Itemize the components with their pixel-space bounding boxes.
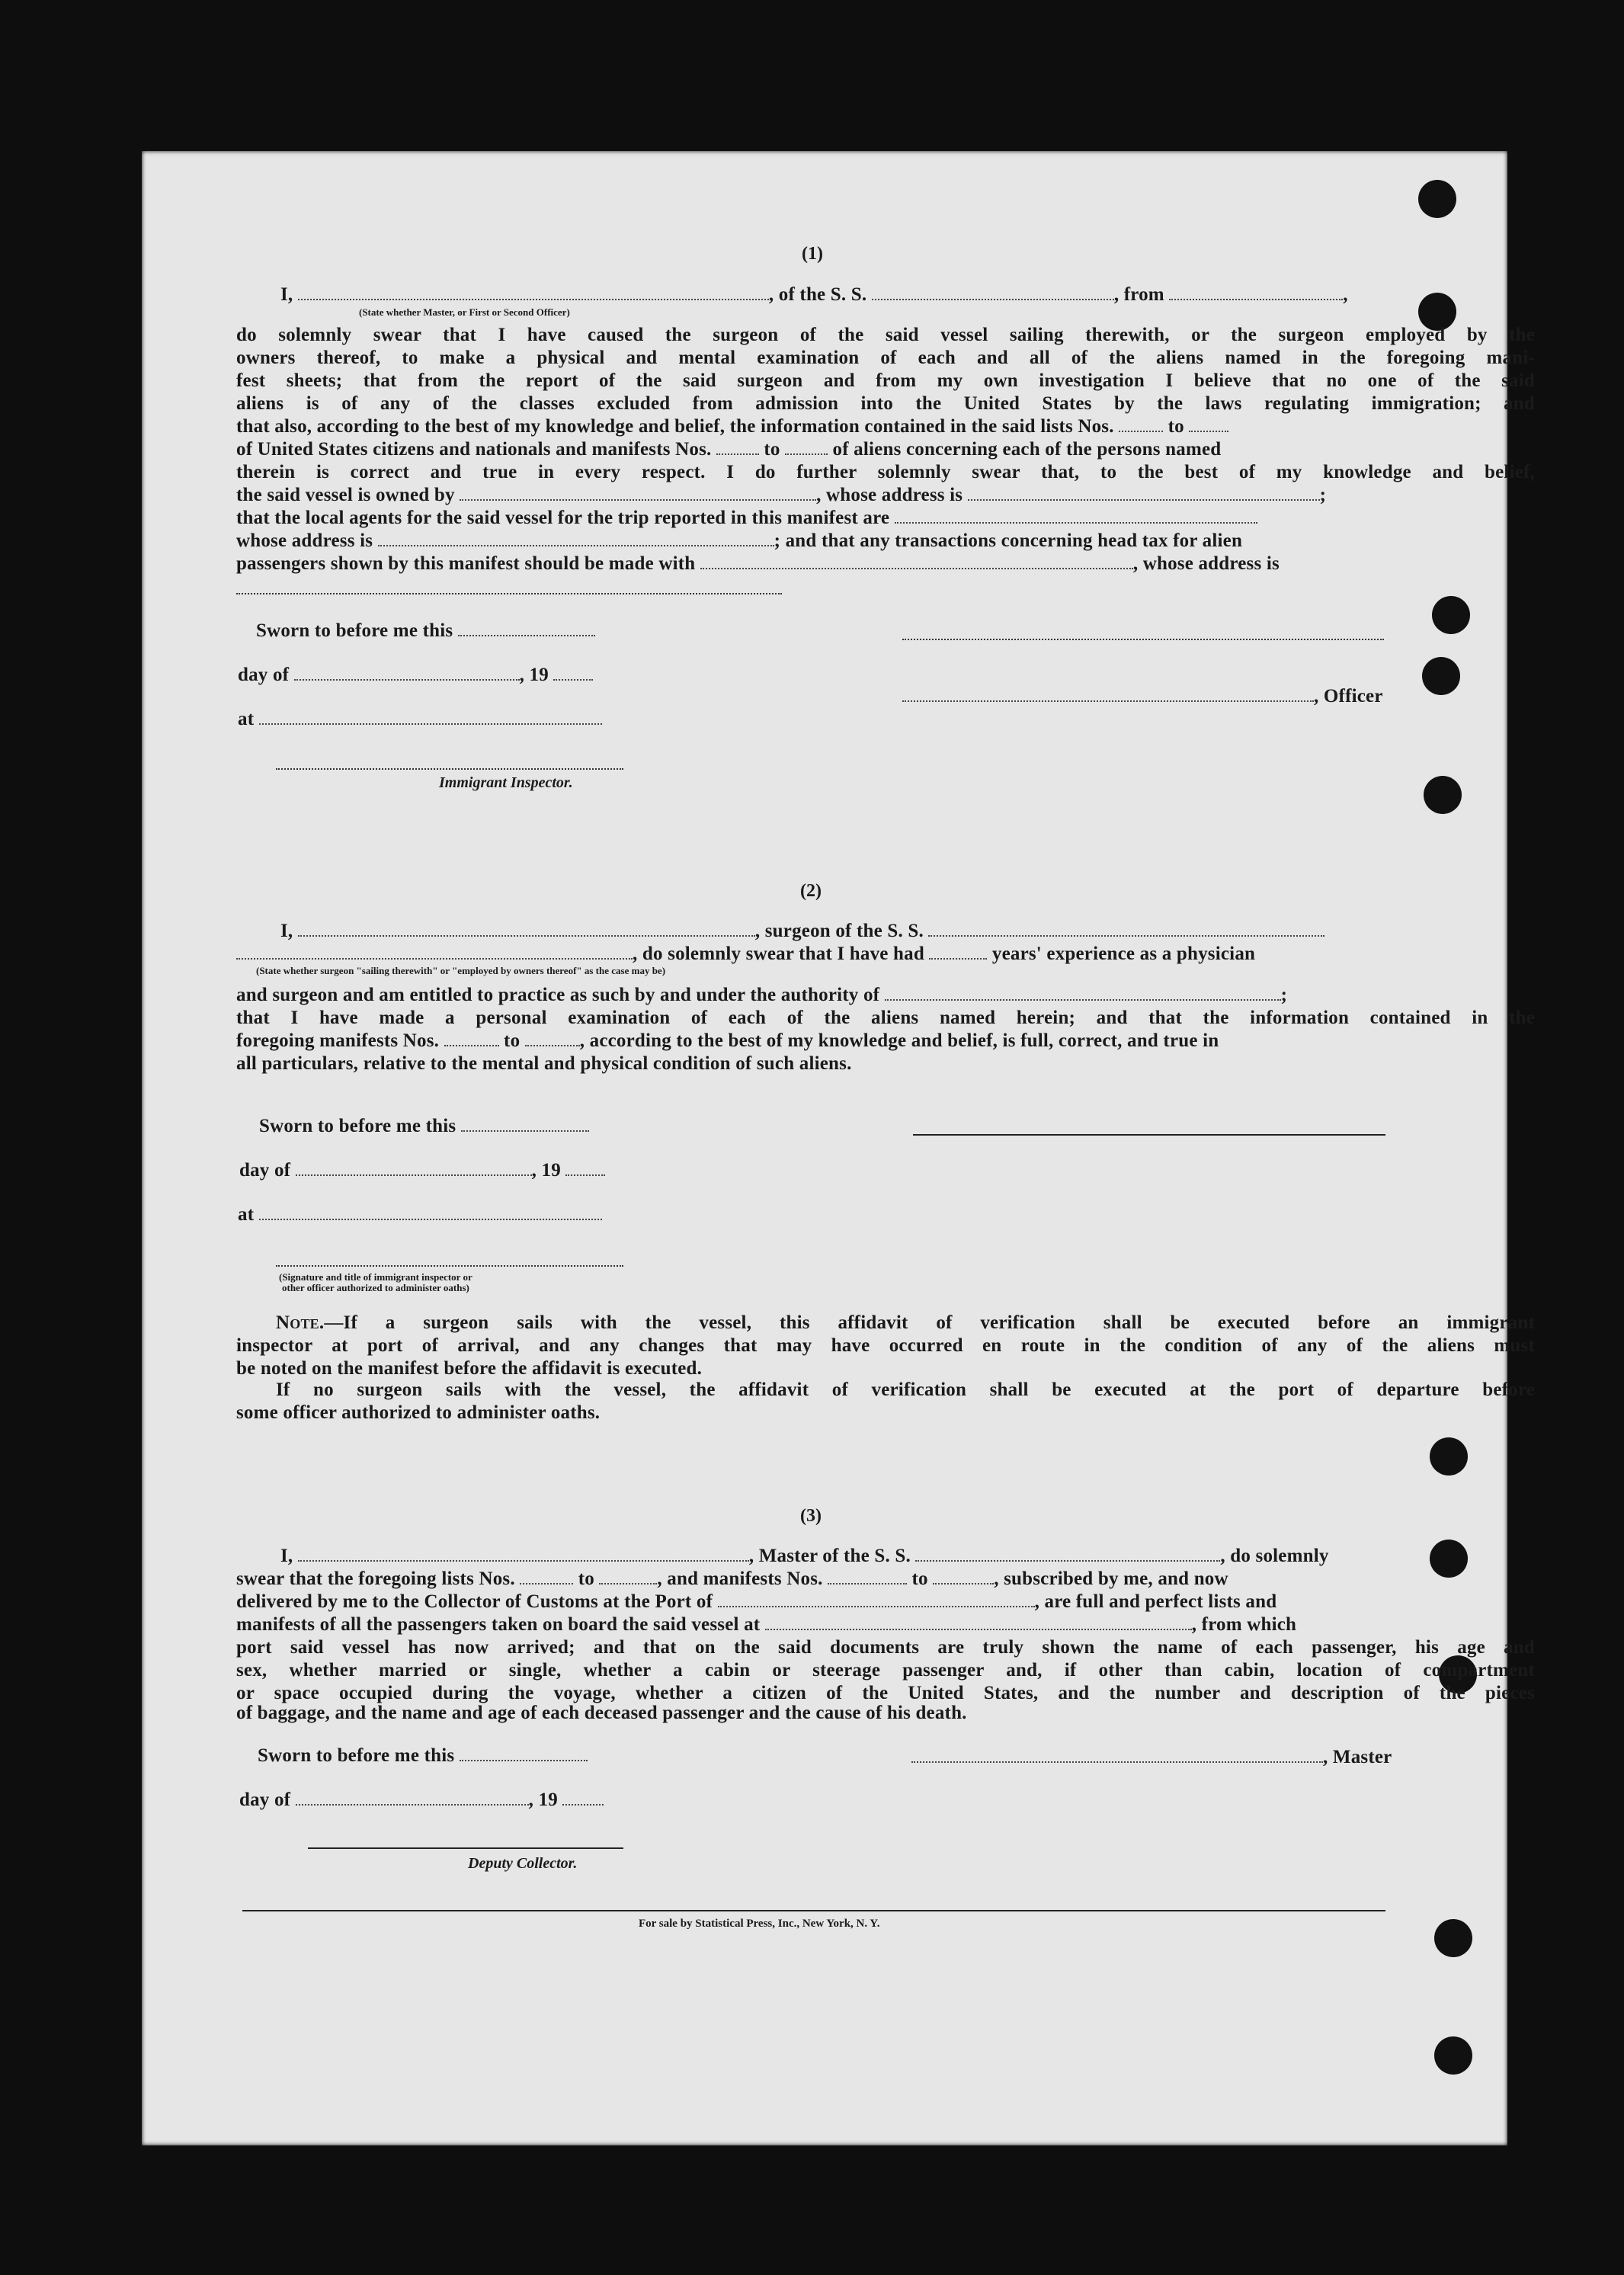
- year-field[interactable]: [553, 665, 593, 681]
- at-label: at: [238, 709, 602, 730]
- collector-title: Deputy Collector.: [468, 1855, 578, 1872]
- oath-text-line: all particulars, relative to the mental and physical condition of such aliens.: [236, 1053, 852, 1074]
- oath-text-line: the said vessel is owned by , whose address is ;: [236, 485, 1327, 505]
- oath-text-line: therein is correct and true in every respect. I do further solemnly swear that, to the best of my knowledge and belief,: [236, 462, 1535, 482]
- year-field[interactable]: [562, 1790, 604, 1806]
- oath-text-line: owners thereof, to make a physical and mental examination of each and all of the aliens named in the foregoing mani-: [236, 348, 1535, 368]
- official-signature-line[interactable]: [276, 1265, 623, 1267]
- day-of-label: day of , 19: [239, 1790, 604, 1811]
- month-field[interactable]: [296, 1790, 529, 1806]
- collector-signature-line[interactable]: [308, 1847, 623, 1849]
- years-experience-field[interactable]: [929, 944, 987, 960]
- inspector-signature-line[interactable]: [276, 768, 623, 770]
- officer-title-field[interactable]: [298, 285, 769, 300]
- field-caption: (State whether Master, or First or Second Officer): [359, 306, 570, 318]
- signature-line[interactable]: [913, 1134, 1385, 1136]
- punch-hole: [1434, 2036, 1472, 2075]
- manifest-from-field[interactable]: [828, 1569, 907, 1584]
- manifest-to-field[interactable]: [785, 440, 828, 455]
- place-field[interactable]: [259, 1205, 602, 1220]
- oath-text-line: manifests of all the passengers taken on board the said vessel at , from which: [236, 1614, 1297, 1635]
- note-line: inspector at port of arrival, and any changes that may have occurred en route in the condition of any of the aliens must: [236, 1335, 1535, 1356]
- manifest-from-field[interactable]: [716, 440, 759, 455]
- oath-text-line: or space occupied during the voyage, whether a citizen of the United States, and the number and description of the pieces: [236, 1683, 1535, 1703]
- boarding-port-field[interactable]: [765, 1615, 1192, 1630]
- sworn-date-field[interactable]: [458, 621, 595, 636]
- oath-text-line: delivered by me to the Collector of Customs at the Port of , are full and perfect lists and: [236, 1591, 1277, 1612]
- inspector-title: Immigrant Inspector.: [439, 774, 573, 791]
- punch-hole: [1418, 180, 1456, 218]
- oath-text-line: swear that the foregoing lists Nos. to , and manifests Nos. to , subscribed by me, and now: [236, 1568, 1228, 1589]
- oath-line: I, , of the S. S. , from ,: [280, 284, 1348, 305]
- officer-signature-field[interactable]: [902, 687, 1314, 702]
- sworn-label: Sworn to before me this: [256, 620, 595, 642]
- vessel-name-field[interactable]: [872, 285, 1114, 300]
- note-line: Note.—If a surgeon sails with the vessel, this affidavit of verification shall be executed before an immigrant: [276, 1312, 1535, 1333]
- punch-hole: [1432, 596, 1470, 634]
- oath-line: I, , Master of the S. S. , do solemnly: [280, 1546, 1329, 1566]
- vessel-name-field[interactable]: [928, 921, 1325, 937]
- oath-text-line: of United States citizens and nationals and manifests Nos. to of aliens concerning each of the persons named: [236, 439, 1222, 460]
- section-number: (1): [802, 244, 823, 264]
- punch-hole: [1434, 1919, 1472, 1957]
- oath-text-line: of baggage, and the name and age of each deceased passenger and the cause of his death.: [236, 1703, 967, 1723]
- master-signature-field[interactable]: [911, 1748, 1323, 1763]
- oath-text-line: and surgeon and am entitled to practice as such by and under the authority of ;: [236, 985, 1288, 1005]
- oath-text-line: fest sheets; that from the report of the said surgeon and from my own investigation I believe that no one of the said: [236, 370, 1535, 391]
- punch-hole: [1422, 657, 1460, 695]
- oath-text-line: that the local agents for the said vessel for the trip reported in this manifest are: [236, 508, 1535, 529]
- agents-address-field[interactable]: [378, 531, 774, 546]
- signature-caption: (Signature and title of immigrant inspector or: [279, 1271, 472, 1283]
- sworn-date-field[interactable]: [461, 1117, 589, 1132]
- surgeon-status-field[interactable]: [236, 944, 633, 960]
- sworn-label: Sworn to before me this: [259, 1116, 589, 1137]
- document-page: [142, 151, 1535, 2145]
- oath-text-line: sex, whether married or single, whether a cabin or steerage passenger and, if other than cabin, location of compartment: [236, 1660, 1535, 1681]
- manifest-to-field[interactable]: [525, 1031, 580, 1046]
- local-agents-field[interactable]: [895, 508, 1257, 524]
- master-name-field[interactable]: [298, 1546, 749, 1562]
- oath-text-line: port said vessel has now arrived; and that on the said documents are truly shown the name of each passenger, his age and: [236, 1637, 1535, 1658]
- sworn-label: Sworn to before me this: [258, 1745, 588, 1767]
- departure-port-field[interactable]: [1169, 285, 1343, 300]
- oath-text-line: foregoing manifests Nos. to , according to the best of my knowledge and belief, is full, correct, and true in: [236, 1030, 1219, 1051]
- owner-address-field[interactable]: [968, 485, 1320, 501]
- oath-text-line: aliens is of any of the classes excluded from admission into the United States by the laws regulating immigration; and: [236, 393, 1535, 414]
- at-label: at: [238, 1204, 602, 1226]
- list-to-field[interactable]: [599, 1569, 657, 1584]
- place-field[interactable]: [259, 710, 602, 725]
- signature-caption: other officer authorized to administer oaths): [282, 1282, 469, 1293]
- owner-field[interactable]: [460, 485, 816, 501]
- oath-line: I, , surgeon of the S. S.: [280, 921, 1534, 942]
- year-field[interactable]: [565, 1161, 605, 1176]
- note-line: some officer authorized to administer oaths.: [236, 1402, 601, 1423]
- head-tax-contact-field[interactable]: [700, 554, 1133, 569]
- surgeon-name-field[interactable]: [298, 921, 755, 937]
- note-line: If no surgeon sails with the vessel, the affidavit of verification shall be executed at the port of departure before: [276, 1379, 1535, 1400]
- master-line: , Master: [911, 1747, 1392, 1768]
- oath-line: , do solemnly swear that I have had years' experience as a physician: [236, 944, 1535, 965]
- manifest-from-field[interactable]: [444, 1031, 499, 1046]
- head-tax-address-field[interactable]: [236, 593, 782, 594]
- punch-hole: [1424, 776, 1462, 814]
- sworn-date-field[interactable]: [460, 1746, 588, 1761]
- field-caption: (State whether surgeon "sailing therewith" or "employed by owners thereof" as the case may be): [256, 965, 666, 976]
- month-field[interactable]: [294, 665, 520, 681]
- list-to-field[interactable]: [1189, 417, 1228, 432]
- note-line: be noted on the manifest before the affidavit is executed.: [236, 1358, 703, 1379]
- oath-text-line: that also, according to the best of my knowledge and belief, the information contained in the said lists Nos. to: [236, 416, 1535, 437]
- signature-line[interactable]: [902, 639, 1384, 640]
- officer-line: , Officer: [902, 686, 1383, 707]
- day-of-label: day of , 19: [239, 1160, 605, 1181]
- oath-text-line: do solemnly swear that I have caused the surgeon of the said vessel sailing therewith, or the surgeon employed by the: [236, 325, 1535, 345]
- list-from-field[interactable]: [1119, 417, 1163, 432]
- month-field[interactable]: [296, 1161, 532, 1176]
- section-number: (3): [800, 1506, 822, 1526]
- oath-text-line: passengers shown by this manifest should be made with , whose address is: [236, 553, 1280, 574]
- authority-field[interactable]: [885, 985, 1281, 1001]
- day-of-label: day of , 19: [238, 665, 593, 686]
- section-number: (2): [800, 881, 822, 901]
- manifest-to-field[interactable]: [933, 1569, 994, 1584]
- list-from-field[interactable]: [520, 1569, 573, 1584]
- oath-text-line: whose address is ; and that any transactions concerning head tax for alien: [236, 530, 1243, 551]
- punch-hole: [1430, 1437, 1468, 1476]
- printer-imprint: For sale by Statistical Press, Inc., New York, N. Y.: [639, 1918, 880, 1930]
- vessel-name-field[interactable]: [915, 1546, 1220, 1562]
- port-field[interactable]: [718, 1592, 1035, 1607]
- footer-rule: [242, 1910, 1385, 1911]
- oath-text-line: that I have made a personal examination of each of the aliens named herein; and that the information contained in the: [236, 1008, 1535, 1028]
